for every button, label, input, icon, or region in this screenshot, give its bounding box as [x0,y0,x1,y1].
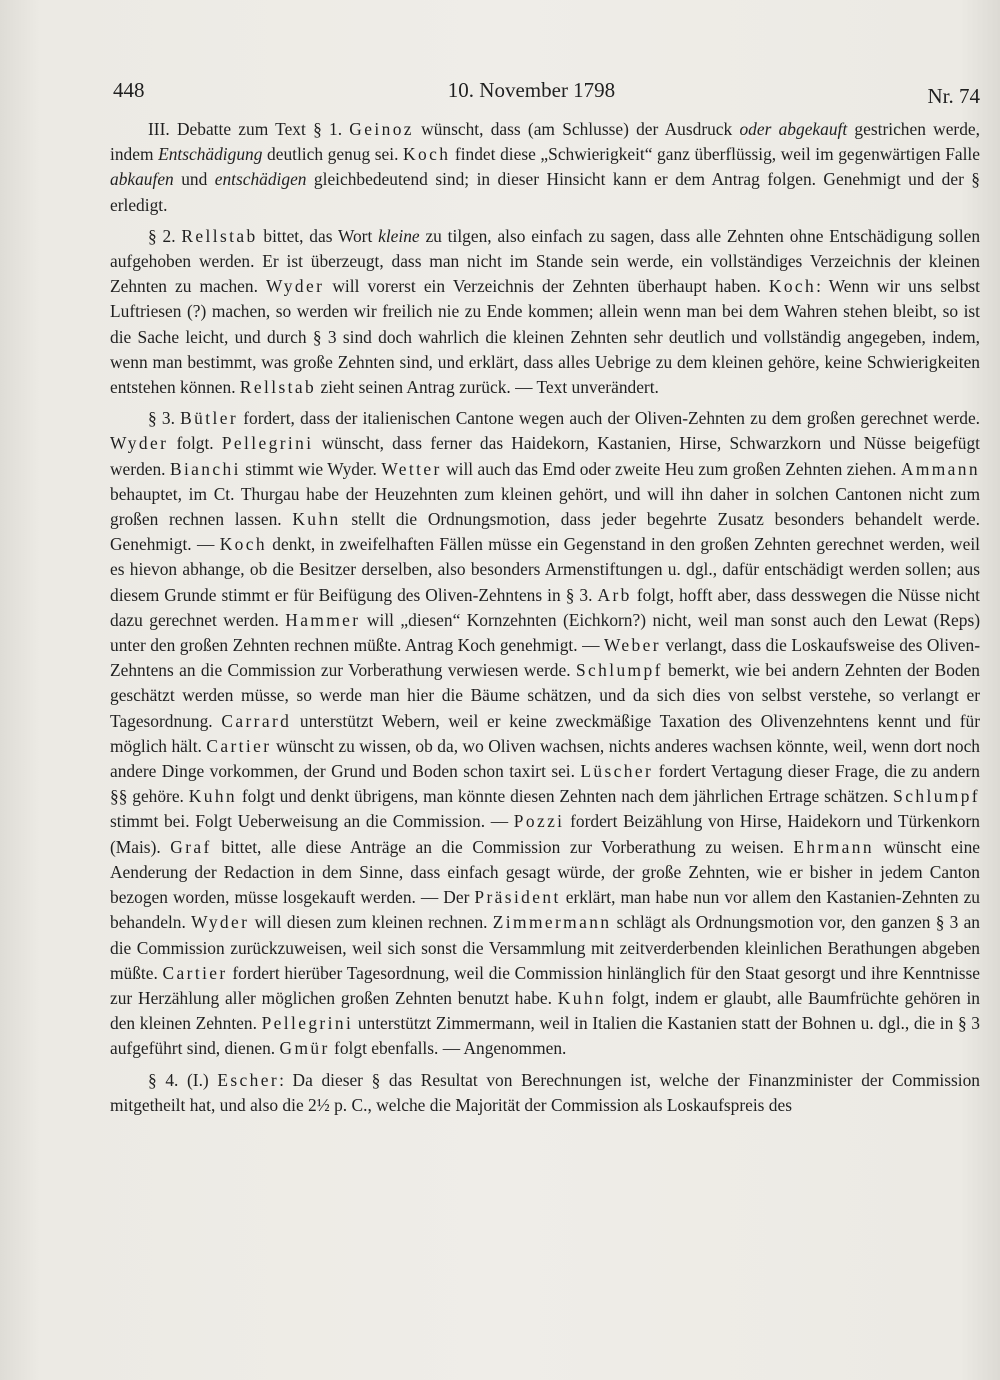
speaker-name: Geinoz [349,119,414,139]
emphasis-text: oder abgekauft [739,119,848,139]
paragraph-text: unterstützt Zimmermann, weil in Italien die Kastanien statt der Bohnen u. dgl., die in § 3 aufgeführt sind, dienen. [110,1013,980,1059]
paragraph-text: stimmt bei. Folgt Ueberweisung an die Commission. — [110,811,514,832]
speaker-name: Wyder [266,276,325,297]
paragraph-text: : Da dieser § das Resultat von Berechnungen ist, welche der Finanzminister der Commission mitgetheilt hat, und also die 2½ p. C., welche die Majorität der Commission als Loskaufspreis des [110,1069,980,1115]
speaker-name: Wyder [191,912,250,933]
paragraph-text: zieht seinen Antrag zurück. — Text unverändert. [316,377,659,398]
speaker-name: Wetter [381,458,442,479]
paragraph-text: wünscht zu wissen, ob da, wo Oliven wachsen, nichts anderes wachsen könnte, weil, wenn dort noch andere Dinge vorkommen, der Grund und Boden schon taxirt sei. [110,735,981,782]
paragraph-text: gestrichen werde, indem [110,119,980,165]
paragraph-text: § 4. (I.) [148,1069,218,1090]
issue-number: Nr. 74 [927,84,980,108]
document-body [110,117,980,1124]
emphasis-text: entschädigen [214,169,307,190]
paragraph-text: folgt ebenfalls. — Angenommen. [329,1038,567,1059]
page-header [113,78,980,108]
speaker-name: Schlumpf [893,786,980,807]
paragraph-text: folgt. [168,433,222,454]
paragraph-text: fordert, dass der italienischen Cantone wegen auch der Oliven-Zehnten zu dem großen gerechnet werde. [238,408,981,429]
speaker-name: Rellstab [239,377,317,398]
paragraph-text: folgt und denkt übrigens, man könnte diesen Zehnten nach dem jährlichen Ertrage schätzen. [237,786,894,807]
paragraph-text: findet diese „Schwierigkeit“ ganz überflüssig, weil im gegenwärtigen Falle [450,144,980,165]
speaker-name: Arb [597,584,632,605]
paragraph-text: will vorerst ein Verzeichnis der Zehnten überhaupt haben. [324,276,769,297]
speaker-name: Koch [219,534,267,555]
emphasis-text: kleine [378,225,420,246]
paragraph-text: zu tilgen, also einfach zu sagen, dass alle Zehnten ohne Entschädigung sollen aufgehoben werden. Er ist überzeugt, dass man nicht im Stande sein werde, ein vollständiges Verzeichnis der kleinen Zehnten zu machen. [110,225,981,297]
speaker-name: Bianchi [169,458,241,479]
speaker-name: Schlumpf [575,660,663,681]
paragraph-text: behauptet, im Ct. Thurgau habe der Heuzehnten zum kleinen gehört, und will ihn daher in solchen Cantonen nicht zum großen rechnen lassen. [110,483,980,530]
speaker-name: Carrard [221,710,292,731]
paragraph-text: und [173,169,215,190]
speaker-name: Bütler [180,408,239,429]
speaker-name: Graf [170,836,212,857]
speaker-name: Weber [603,635,661,656]
paragraph [110,224,980,400]
emphasis-text: Entschädigung [158,144,263,165]
page-date: 10. November 1798 [447,78,616,102]
paragraph-text: deutlich genug sei. [262,144,404,165]
paragraph-text: gleichbedeutend sind; in dieser Hinsicht kann er dem Antrag folgen. Genehmigt und der § erledigt. [110,169,981,215]
paragraph [110,1068,980,1118]
paragraph-text: fordert Vertagung dieser Frage, die zu andern §§ gehöre. [110,761,980,807]
paragraph-text: folgt, hofft aber, dass desswegen die Nüsse nicht dazu gerechnet werden. [110,584,980,630]
paragraph-text: wünscht, dass ferner das Haidekorn, Kastanien, Hirse, Schwarzkorn und Nüsse beigefügt werden. [110,433,980,479]
speaker-name: Präsident [474,887,561,908]
paragraph-text: fordert hierüber Tagesordnung, weil die Commission hinlänglich für den Staat gesorgt und ihre Kenntnisse zur Herzählung aller möglichen großen Zehnten benutzt habe. [110,962,980,1008]
speaker-name: Rellstab [181,225,258,246]
paragraph-text: stimmt wie Wyder. [240,458,382,479]
speaker-name: Koch [403,144,451,165]
paragraph-text: bittet, das Wort [257,225,379,246]
paragraph-text: wünscht eine Aenderung der Redaction in dem Sinne, dass einfach gesagt würde, der große Zehnten, wie er bisher in jedem Canton bezogen worden, müsse losgekauft werden. — Der [110,836,980,908]
paragraph-text: schlägt als Ordnungsmotion vor, den ganzen § 3 an die Commission zurückzuweisen, weil sich sonst die Versammlung mit zeitverderbenden kleinlichen Berathungen abgeben müßte. [110,912,980,983]
speaker-name: Kuhn [292,509,341,530]
speaker-name: Ehrmann [793,836,874,857]
paragraph-text: : Wenn wir uns selbst Luftriesen (?) machen, so werden wir freilich nie zu Ende kommen; allein wenn man bei dem Wahren stehen bleibt, so ist die Sache leicht, und durch § 3 sind doch wahrlich die kleinen Zehnten sehr deutlich und vollständig angegeben, indem, wenn man bestimmt, was große Zehnten sind, und erklärt, dass alles Uebrige zu dem kleinen gehöre, keine Schwierigkeiten entstehen können. [110,276,980,398]
paragraph-text: bittet, alle diese Anträge an die Commission zur Vorberathung zu weisen. [211,836,794,857]
emphasis-text: abkaufen [110,169,174,190]
paragraph-text: wünscht, dass (am Schlusse) der Ausdruck [413,119,740,139]
speaker-name: Cartier [206,735,272,756]
speaker-name: Lüscher [580,761,654,782]
paragraph-text: stellt die Ordnungsmotion, dass jeder begehrte Zusatz besonders behandelt werde. Genehmigt. — [110,509,980,555]
paragraph-text: verlangt, dass die Loskaufsweise des Oliven-Zehntens an die Commission zur Vorberathung verwiesen werde. [110,635,980,681]
paragraph-text: folgt, indem er glaubt, alle Baumfrüchte gehören in den kleinen Zehnten. [110,987,980,1034]
paragraph-text: will diesen zum kleinen rechnen. [249,912,493,933]
speaker-name: Zimmermann [492,912,612,933]
paragraph-text: bemerkt, wie bei andern Zehnten der Boden geschätzt werden müsse, so werde man hier die Bäume schätzen, und da sich dies von selbst verstehe, so verlangt er Tagesordnung. [110,660,980,731]
paragraph-text: will auch das Emd oder zweite Heu zum großen Zehnten ziehen. [441,458,901,479]
speaker-name: Pellegrini [221,433,314,454]
paragraph-text: unterstützt Webern, weil er keine zweckmäßige Taxation des Olivenzehntens kennt und für möglich hält. [110,710,981,756]
speaker-name: Koch [768,276,817,297]
speaker-name: Gmür [279,1038,330,1059]
speaker-name: Pozzi [513,811,565,832]
paragraph-text: erklärt, man habe nun vor allem den Kastanien-Zehnten zu behandeln. [110,887,980,933]
speaker-name: Hammer [285,609,361,630]
speaker-name: Pellegrini [261,1013,354,1034]
speaker-name: Wyder [110,433,169,454]
speaker-name: Ammann [900,458,980,479]
speaker-name: Kuhn [557,987,607,1008]
speaker-name: Cartier [162,962,228,983]
paragraph-text: § 3. [148,408,181,429]
page-number: 448 [113,78,145,102]
paragraph-text: § 2. [148,225,182,246]
paragraph-text: denkt, in zweifelhaften Fällen müsse ein Gegenstand in den großen Zehnten gerechnet werden, weil es hievon abhange, ob die Besitzer derselben, also besonders Armenstiftungen u. dgl., dafür entschädigt werden sollen; aus diesem Grunde stimmt er für Beifügung des Oliven-Zehntens in § 3. [110,534,980,605]
paragraph-text: fordert Beizählung von Hirse, Haidekorn und Türkenkorn (Mais). [110,811,980,857]
speaker-name: Escher [217,1069,280,1090]
speaker-name: Kuhn [188,786,238,807]
paragraph [110,117,980,218]
paragraph [110,406,980,1061]
paragraph-text: will „diesen“ Kornzehnten (Eichkorn?) nicht, weil man sonst auch den Lewat (Reps) unter den großen Zehnten rechnen müßte. Antrag Koch genehmigt. — [110,609,981,656]
paragraph-text: III. Debatte zum Text § 1. [148,119,350,139]
